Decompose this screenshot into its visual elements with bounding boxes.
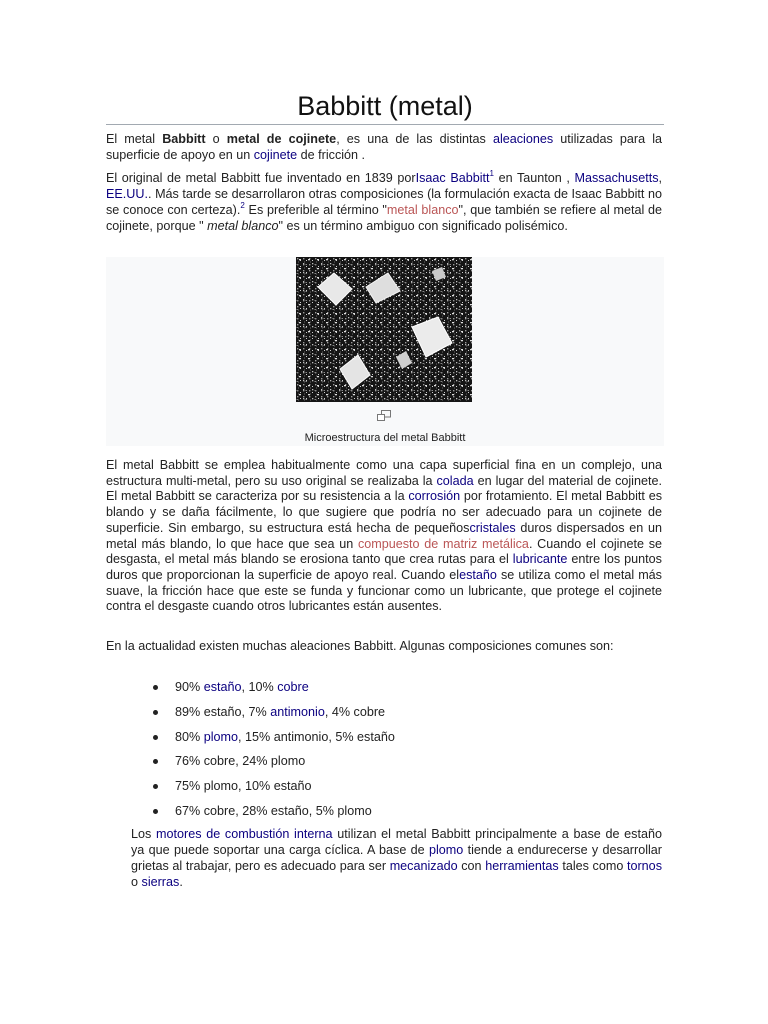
engines-paragraph	[131, 826, 662, 890]
link-lubricante[interactable]: lubricante	[512, 552, 568, 567]
term-babbitt: Babbitt	[162, 132, 206, 146]
intro-text: , es una de las distintas	[336, 132, 493, 146]
usage-text: duros dispersados en un metal más blando, lo que hace que sea un	[106, 520, 662, 551]
bullet-icon	[153, 809, 158, 814]
history-text: ,	[658, 171, 662, 185]
usage-text: en lugar del material de cojinete. El metal Babbitt se caracteriza por su resistencia a la	[106, 473, 662, 504]
list-item	[150, 803, 550, 828]
link-plomo[interactable]: plomo	[429, 843, 464, 857]
list-text: , 10%	[241, 680, 278, 694]
list-text: , 15% antimonio, 5% estaño	[238, 729, 395, 744]
engines-text: con	[457, 859, 486, 873]
history-text: . Más tarde se desarrollaron otras composiciones (la formulación exacta de Isaac Babbitt no se conoce con certeza).	[106, 187, 662, 217]
bullet-icon	[153, 710, 158, 715]
link-sierras[interactable]: sierras	[141, 875, 180, 889]
link-colada[interactable]: colada	[436, 473, 474, 488]
list-text: 75% plomo, 10% estaño	[175, 779, 312, 794]
history-text: Es preferible al término "	[244, 203, 387, 217]
link-plomo[interactable]: plomo	[203, 729, 239, 744]
italic-metal-blanco: metal blanco	[207, 219, 279, 233]
list-item	[150, 679, 550, 704]
bullet-icon	[153, 759, 158, 764]
list-text: 80%	[175, 729, 204, 744]
usage-text: entre los puntos duros que proporcionan la superficie de apoyo real. Cuando el	[106, 552, 662, 582]
link-mecanizado[interactable]: mecanizado	[389, 859, 458, 873]
list-item	[150, 729, 550, 754]
page-title: Babbitt (metal)	[106, 88, 664, 125]
link-estano[interactable]: estaño	[459, 567, 497, 582]
link-aleaciones[interactable]: aleaciones	[492, 132, 554, 146]
intro-text: o	[205, 132, 227, 146]
bullet-icon	[153, 784, 158, 789]
compositions-intro: En la actualidad existen muchas aleaciones Babbitt. Algunas composiciones comunes son:	[106, 639, 614, 653]
footnote-ref-1[interactable]: 1	[489, 169, 494, 178]
compositions-list	[150, 679, 550, 828]
link-metal-blanco[interactable]: metal blanco	[386, 203, 459, 217]
footnote-ref-2[interactable]: 2	[240, 201, 245, 210]
link-massachusetts[interactable]: Massachusetts	[574, 171, 659, 185]
list-text: 90%	[175, 680, 204, 694]
engines-text: .	[179, 875, 183, 889]
usage-text: se utiliza como el metal más suave, la fricción hace que este se funda y funcionar como un lubricante, que protege el cojinete contra el desgaste cuando otros lubricantes están ausentes.	[106, 567, 662, 614]
intro-text: de fricción .	[297, 148, 366, 162]
engines-text: Los	[131, 827, 157, 841]
magnify-icon[interactable]	[377, 410, 391, 421]
list-item	[150, 778, 550, 803]
bullet-icon	[153, 735, 158, 740]
intro-text: utilizadas para la superficie de apoyo en un	[106, 132, 662, 162]
link-compuesto-matriz-metalica[interactable]: compuesto de matriz metálica	[357, 536, 529, 551]
usage-paragraph	[106, 458, 662, 615]
list-text: 89% estaño, 7%	[175, 704, 271, 719]
link-cristales[interactable]: cristales	[469, 520, 516, 535]
history-text: El original de metal Babbitt fue inventado en 1839 por	[106, 171, 416, 185]
usage-text: El metal Babbitt se emplea habitualmente como una capa superficial fina en un complejo, una estructura multi-metal, pero su uso original se realizaba la	[106, 458, 662, 488]
figure-microstructure	[106, 257, 664, 446]
link-tornos[interactable]: tornos	[626, 859, 662, 873]
link-isaac-babbitt[interactable]: Isaac Babbitt	[415, 171, 490, 185]
bullet-icon	[153, 685, 158, 690]
link-cobre[interactable]: cobre	[277, 680, 309, 694]
intro-paragraph	[106, 131, 662, 163]
list-item	[150, 753, 550, 778]
engines-text: o	[131, 875, 142, 889]
figure-caption: Microestructura del metal Babbitt	[304, 432, 466, 444]
history-text: en Taunton ,	[493, 171, 575, 185]
list-text: 67% cobre, 28% estaño, 5% plomo	[175, 803, 372, 818]
link-estano[interactable]: estaño	[203, 680, 242, 694]
list-text: 76% cobre, 24% plomo	[175, 754, 306, 769]
engines-text: utilizan el metal Babbitt principalmente a base de estaño ya que puede soportar una carga cíclica. A base de	[131, 827, 662, 857]
list-text: , 4% cobre	[324, 704, 386, 719]
history-paragraph	[106, 170, 662, 234]
engines-text: tales como	[558, 859, 627, 873]
link-herramientas[interactable]: herramientas	[485, 859, 559, 873]
usage-text: . Cuando el cojinete se desgasta, el metal más blando se erosiona tanto que crea rutas para el	[106, 536, 663, 567]
history-text: ", que también se refiere al metal de cojinete, porque "	[106, 203, 662, 233]
engines-text: tiende a endurecerse y desarrollar grietas al trabajar, pero es adecuado para ser	[131, 843, 662, 873]
list-item	[150, 704, 550, 729]
intro-text: El metal	[106, 132, 163, 146]
term-metal-de-cojinete: metal de cojinete	[226, 132, 337, 146]
link-cojinete[interactable]: cojinete	[253, 148, 298, 162]
history-text: " es un término ambiguo con significado polisémico.	[278, 219, 568, 233]
link-antimonio[interactable]: antimonio	[270, 704, 325, 719]
link-eeuu[interactable]: EE.UU.	[106, 187, 148, 201]
microstructure-image[interactable]	[296, 257, 472, 402]
link-motores-combustion-interna[interactable]: motores de combustión interna	[156, 827, 333, 841]
usage-text: por frotamiento. El metal Babbitt es blando y se daña fácilmente, lo que sugiere que podría no ser adecuado para un cojinete de superficie. Sin embargo, su estructura está hecha de pequeños	[106, 489, 662, 535]
link-corrosion[interactable]: corrosión	[408, 489, 461, 504]
